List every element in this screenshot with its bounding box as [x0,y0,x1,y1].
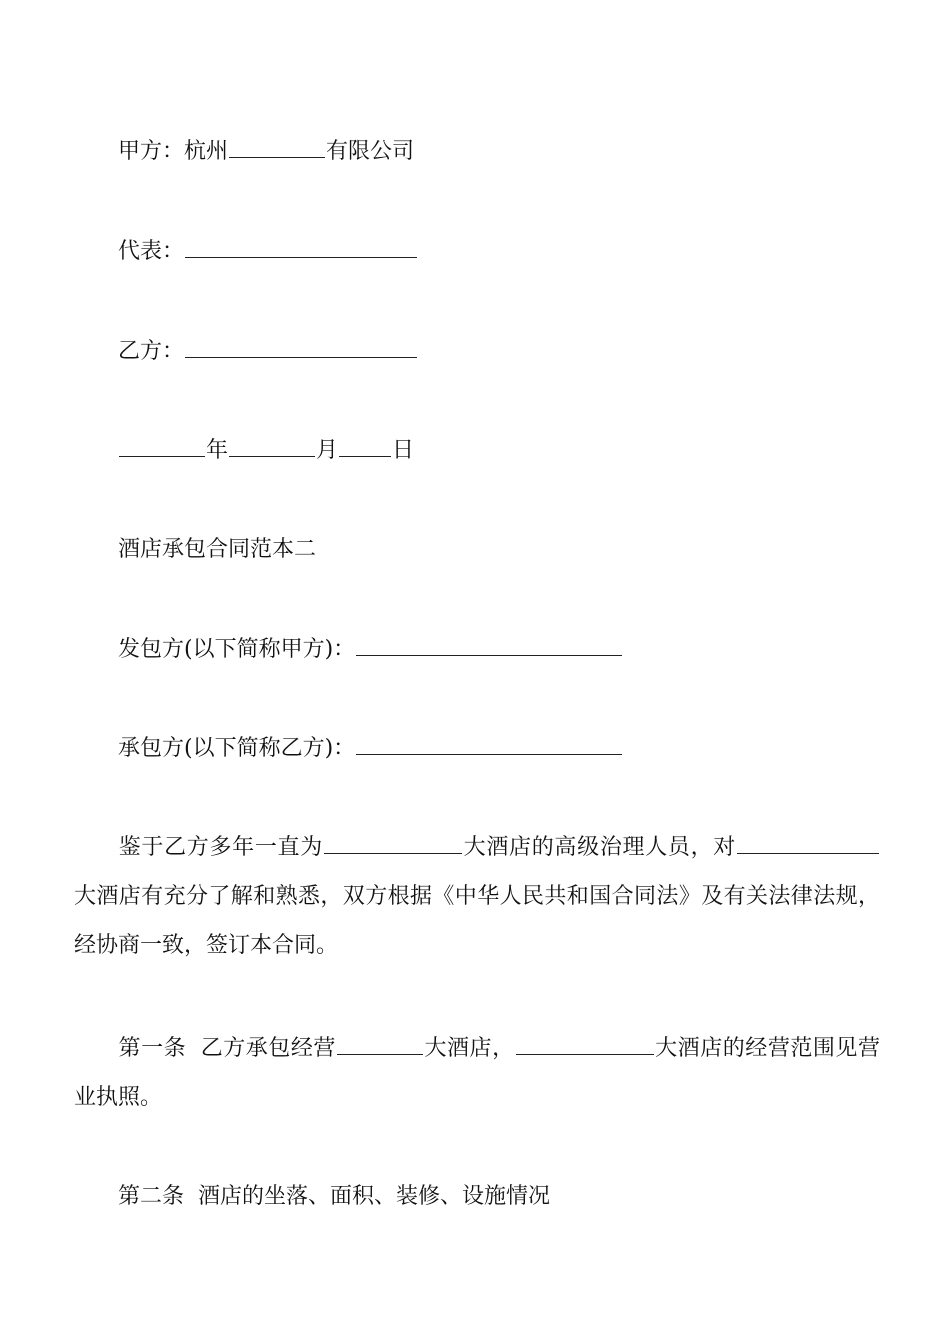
article-1-part2: 大酒店， [423,1036,515,1061]
article-2-number: 第二条 [118,1184,185,1209]
month-label: 月 [316,438,339,463]
contractor-line [74,625,924,674]
year-label: 年 [206,438,229,463]
date-line [74,426,924,475]
contractee-label: 承包方(以下简称乙方)： [118,736,356,761]
party-a-prefix: 甲方：杭州 [118,139,229,164]
recital-hotel-blank-1 [324,833,462,854]
recital-hotel-blank-2 [737,833,879,854]
article-1-number: 第一条 [118,1036,187,1061]
day-blank [339,436,391,457]
party-a-suffix: 有限公司 [326,139,415,164]
party-b-label: 乙方： [118,339,185,364]
contractor-blank [356,635,622,656]
contractee-blank [356,734,622,755]
article-1-hotel-blank-2 [516,1034,654,1055]
document-title: 酒店承包合同范本二 [118,537,317,562]
article-1-part1: 乙方承包经营 [200,1036,336,1061]
party-b-line [74,327,924,376]
representative-line [74,227,924,276]
day-label: 日 [392,438,415,463]
article-1-part3: 大酒店的经营范围见营业执照。 [74,1036,880,1110]
party-a-line [74,127,924,176]
recital-part3: 大酒店有充分了解和熟悉，双方根据《中华人民共和国合同法》及有关法律法规，经协商一致，签订本合同。 [74,884,880,958]
recital-part1: 鉴于乙方多年一直为 [118,835,323,860]
article-1-hotel-blank-1 [337,1034,423,1055]
recital-paragraph [74,823,880,970]
representative-blank [185,237,417,258]
year-blank [119,436,205,457]
contractee-line [74,724,924,773]
month-blank [229,436,315,457]
representative-label: 代表： [118,239,185,264]
recital-part2: 大酒店的高级治理人员，对 [462,835,736,860]
party-b-blank [185,337,417,358]
article-2-line [74,1172,924,1221]
contractor-label: 发包方(以下简称甲方)： [118,637,356,662]
article-1-paragraph [74,1024,880,1122]
article-2-text: 酒店的坐落、面积、装修、设施情况 [198,1184,551,1209]
party-a-name-blank [229,137,325,158]
